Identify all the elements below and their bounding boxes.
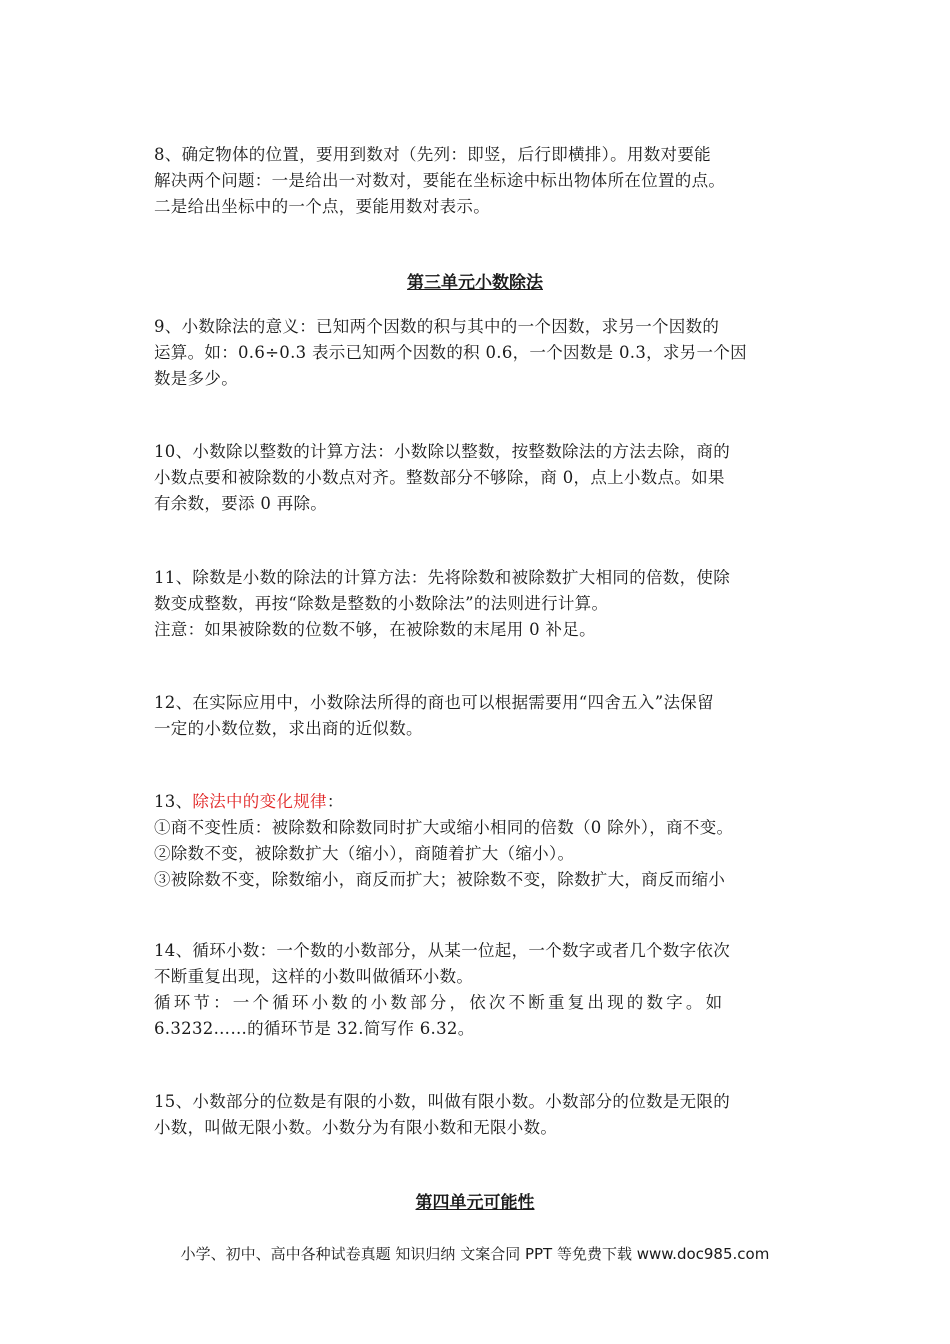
item-11-line: 注意：如果被除数的位数不够，在被除数的末尾用 0 补足。 xyxy=(154,620,596,639)
item-9-line: 运算。如：0.6÷0.3 表示已知两个因数的积 0.6，一个因数是 0.3，求另一个因 xyxy=(154,343,747,362)
item-11-line: 11、除数是小数的除法的计算方法：先将除数和被除数扩大相同的倍数，使除 xyxy=(154,568,730,587)
item-12-line: 一定的小数位数，求出商的近似数。 xyxy=(154,719,423,738)
item-13-title-line xyxy=(154,789,804,815)
item-13-rule-line: ②除数不变，被除数扩大（缩小），商随着扩大（缩小）。 xyxy=(154,844,575,863)
item-14-line: 不断重复出现，这样的小数叫做循环小数。 xyxy=(154,967,474,986)
item-14-line: 6.3232……的循环节是 32.简写作 6.32。 xyxy=(154,1019,475,1038)
item-13-rule-line: ①商不变性质：被除数和除数同时扩大或缩小相同的倍数（0 除外），商不变。 xyxy=(154,818,734,837)
item-15-line: 小数，叫做无限小数。小数分为有限小数和无限小数。 xyxy=(154,1118,558,1137)
item-13-paragraph xyxy=(154,789,804,893)
item-8-line: 8、确定物体的位置，要用到数对（先列：即竖，后行即横排）。用数对要能 xyxy=(154,145,711,164)
item-8-line: 二是给出坐标中的一个点，要能用数对表示。 xyxy=(154,197,490,216)
item-13-title-highlight: 除法中的变化规律 xyxy=(192,792,327,811)
item-9-line: 数是多少。 xyxy=(154,369,238,388)
item-15-paragraph xyxy=(154,1089,804,1141)
item-10-line: 有余数，要添 0 再除。 xyxy=(154,494,328,513)
item-10-paragraph xyxy=(154,439,804,517)
item-11-paragraph xyxy=(154,565,804,643)
item-10-line: 10、小数除以整数的计算方法：小数除以整数，按整数除法的方法去除，商的 xyxy=(154,442,730,461)
item-13-rule-line: ③被除数不变，除数缩小，商反而扩大；被除数不变，除数扩大，商反而缩小 xyxy=(154,870,726,889)
item-11-line: 数变成整数，再按“除数是整数的小数除法”的法则进行计算。 xyxy=(154,594,609,613)
unit-4-heading: 第四单元可能性 xyxy=(415,1193,535,1213)
item-9-paragraph xyxy=(154,314,804,392)
unit-3-heading: 第三单元小数除法 xyxy=(407,273,543,293)
item-10-line: 小数点要和被除数的小数点对齐。整数部分不够除，商 0，点上小数点。如果 xyxy=(154,468,725,487)
item-13-colon: ： xyxy=(326,792,344,811)
page-footer: 小学、初中、高中各种试卷真题 知识归纳 文案合同 PPT 等免费下载 www.doc985.com xyxy=(180,1245,770,1263)
item-15-line: 15、小数部分的位数是有限的小数，叫做有限小数。小数部分的位数是无限的 xyxy=(154,1092,730,1111)
item-13-number: 13、 xyxy=(154,792,193,811)
item-14-paragraph xyxy=(154,938,804,1042)
item-8-line: 解决两个问题：一是给出一对数对，要能在坐标途中标出物体所在位置的点。 xyxy=(154,171,726,190)
item-8-paragraph xyxy=(154,142,804,220)
item-12-line: 12、在实际应用中，小数除法所得的商也可以根据需要用“四舍五入”法保留 xyxy=(154,693,714,712)
item-12-paragraph xyxy=(154,690,804,742)
item-14-line: 循环节：一个循环小数的小数部分，依次不断重复出现的数字。如 xyxy=(154,993,726,1012)
item-14-line: 14、循环小数：一个数的小数部分，从某一位起，一个数字或者几个数字依次 xyxy=(154,941,730,960)
item-9-line: 9、小数除法的意义：已知两个因数的积与其中的一个因数，求另一个因数的 xyxy=(154,317,720,336)
